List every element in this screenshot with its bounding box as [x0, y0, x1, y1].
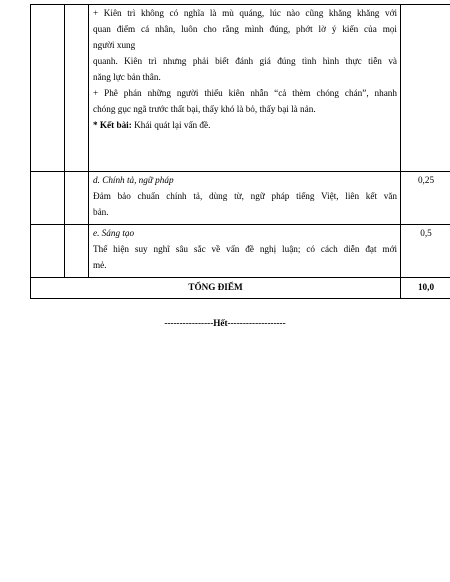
- end-marker: ----------------Hết-------------------: [164, 318, 286, 328]
- total-row: [31, 278, 450, 299]
- criterion-score: 0,5: [401, 225, 450, 278]
- criterion-row: [31, 225, 450, 278]
- grading-table: [30, 4, 450, 299]
- answer-content: [89, 5, 401, 172]
- criterion-title: d. Chính tả, ngữ pháp: [93, 175, 174, 185]
- conclusion-line: [93, 117, 397, 133]
- text-line: + Kiên trì không có nghĩa là mù quáng, lúc nào cũng khăng khăng với: [93, 8, 397, 18]
- criterion-content: [89, 172, 401, 225]
- column-question: [31, 172, 65, 225]
- conclusion-text: Khái quát lại vấn đề.: [131, 120, 211, 130]
- column-score: [401, 5, 450, 172]
- text-line: người xung: [93, 40, 136, 50]
- column-part: [65, 172, 89, 225]
- criterion-row: [31, 172, 450, 225]
- conclusion-label: * Kết bài:: [93, 120, 132, 130]
- text-line: Thể hiện suy nghĩ sâu sắc về vấn đề nghị luận; có cách diễn đạt mới: [93, 244, 397, 254]
- text-line: + Phê phán những người thiếu kiên nhẫn “cả thèm chóng chán”, nhanh: [93, 88, 397, 98]
- content-row: [31, 5, 450, 172]
- text-line: bản.: [93, 207, 109, 217]
- criterion-content: [89, 225, 401, 278]
- column-part: [65, 225, 89, 278]
- total-label: TỔNG ĐIỂM: [31, 278, 401, 299]
- text-line: mẻ.: [93, 260, 107, 270]
- text-line: quan điểm cá nhân, luôn cho rằng mình đúng, phớt lờ ý kiến của mọi: [93, 24, 397, 34]
- criterion-score: 0,25: [401, 172, 450, 225]
- text-line: năng lực bản thân.: [93, 72, 161, 82]
- column-question: [31, 5, 65, 172]
- text-line: chóng gục ngã trước thất bại, thấy khó là bỏ, thấy bại là nản.: [93, 104, 316, 114]
- column-part: [65, 5, 89, 172]
- column-question: [31, 225, 65, 278]
- total-value: 10,0: [401, 278, 450, 299]
- criterion-title: e. Sáng tạo: [93, 228, 135, 238]
- text-line: quanh. Kiên trì nhưng phải biết đánh giá đúng tình hình thực tiễn và: [93, 56, 397, 66]
- text-line: Đảm bảo chuẩn chính tả, dùng từ, ngữ pháp tiếng Việt, liên kết văn: [93, 191, 397, 201]
